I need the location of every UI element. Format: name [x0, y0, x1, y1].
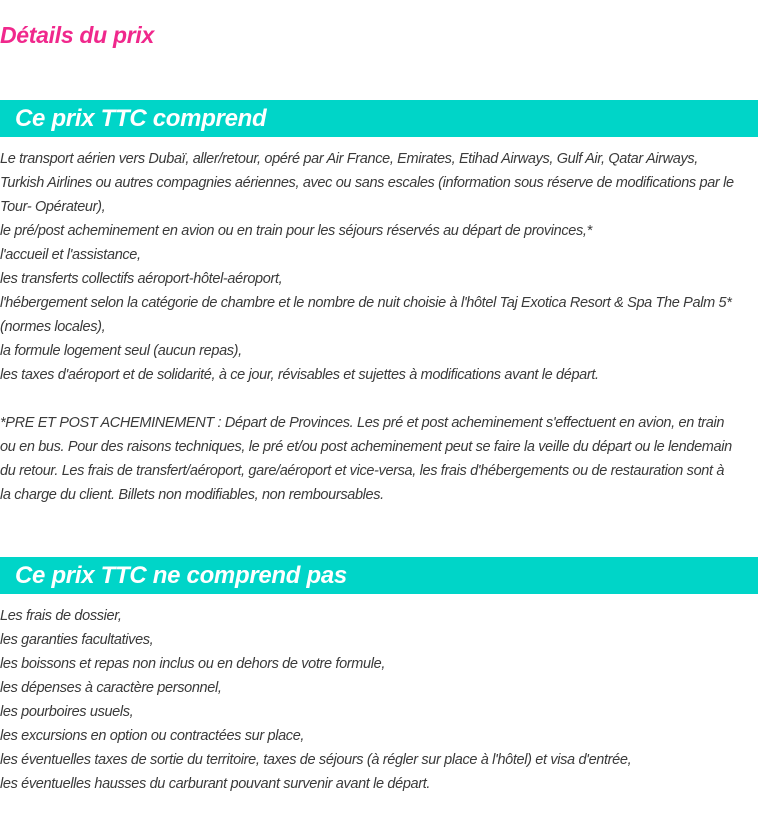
excluded-list	[0, 604, 758, 796]
acheminement-note	[0, 411, 758, 507]
page-title: Détails du prix	[0, 22, 154, 48]
included-item: Tour- Opérateur),	[0, 199, 106, 215]
included-item: la formule logement seul (aucun repas),	[0, 343, 242, 359]
excluded-section-heading: Ce prix TTC ne comprend pas	[0, 557, 758, 594]
included-item: l'hébergement selon la catégorie de chambre et le nombre de nuit choisie à l'hôtel Taj Exotica Resort & Spa The Palm 5*	[0, 295, 732, 311]
included-item: le pré/post acheminement en avion ou en train pour les séjours réservés au départ de provinces,*	[0, 223, 592, 239]
excluded-item: Les frais de dossier,	[0, 608, 122, 624]
excluded-item: les garanties facultatives,	[0, 632, 154, 648]
included-item: les transferts collectifs aéroport-hôtel-aéroport,	[0, 271, 283, 287]
note-line: la charge du client. Billets non modifiables, non remboursables.	[0, 487, 384, 503]
excluded-item: les pourboires usuels,	[0, 704, 134, 720]
included-item: Le transport aérien vers Dubaï, aller/retour, opéré par Air France, Emirates, Etihad Airways, Gulf Air, Qatar Airways,	[0, 151, 698, 167]
included-item: l'accueil et l'assistance,	[0, 247, 141, 263]
excluded-item: les dépenses à caractère personnel,	[0, 680, 222, 696]
included-list	[0, 147, 758, 387]
excluded-item: les éventuelles taxes de sortie du territoire, taxes de séjours (à régler sur place à l'hôtel) et visa d'entrée,	[0, 752, 632, 768]
included-item: les taxes d'aéroport et de solidarité, à ce jour, révisables et sujettes à modifications avant le départ.	[0, 367, 599, 383]
excluded-item: les excursions en option ou contractées sur place,	[0, 728, 305, 744]
included-item: Turkish Airlines ou autres compagnies aériennes, avec ou sans escales (information sous réserve de modifications par le	[0, 175, 734, 191]
excluded-item: les éventuelles hausses du carburant pouvant survenir avant le départ.	[0, 776, 431, 792]
included-section-heading: Ce prix TTC comprend	[0, 100, 758, 137]
included-item: (normes locales),	[0, 319, 106, 335]
note-line: ou en bus. Pour des raisons techniques, le pré et/ou post acheminement peut se faire la veille du départ ou le lendemain	[0, 439, 732, 455]
note-line: *PRE ET POST ACHEMINEMENT : Départ de Provinces. Les pré et post acheminement s'effectuent en avion, en train	[0, 415, 725, 431]
excluded-item: les boissons et repas non inclus ou en dehors de votre formule,	[0, 656, 385, 672]
note-line: du retour. Les frais de transfert/aéroport, gare/aéroport et vice-versa, les frais d'hébergements ou de restauration sont à	[0, 463, 725, 479]
